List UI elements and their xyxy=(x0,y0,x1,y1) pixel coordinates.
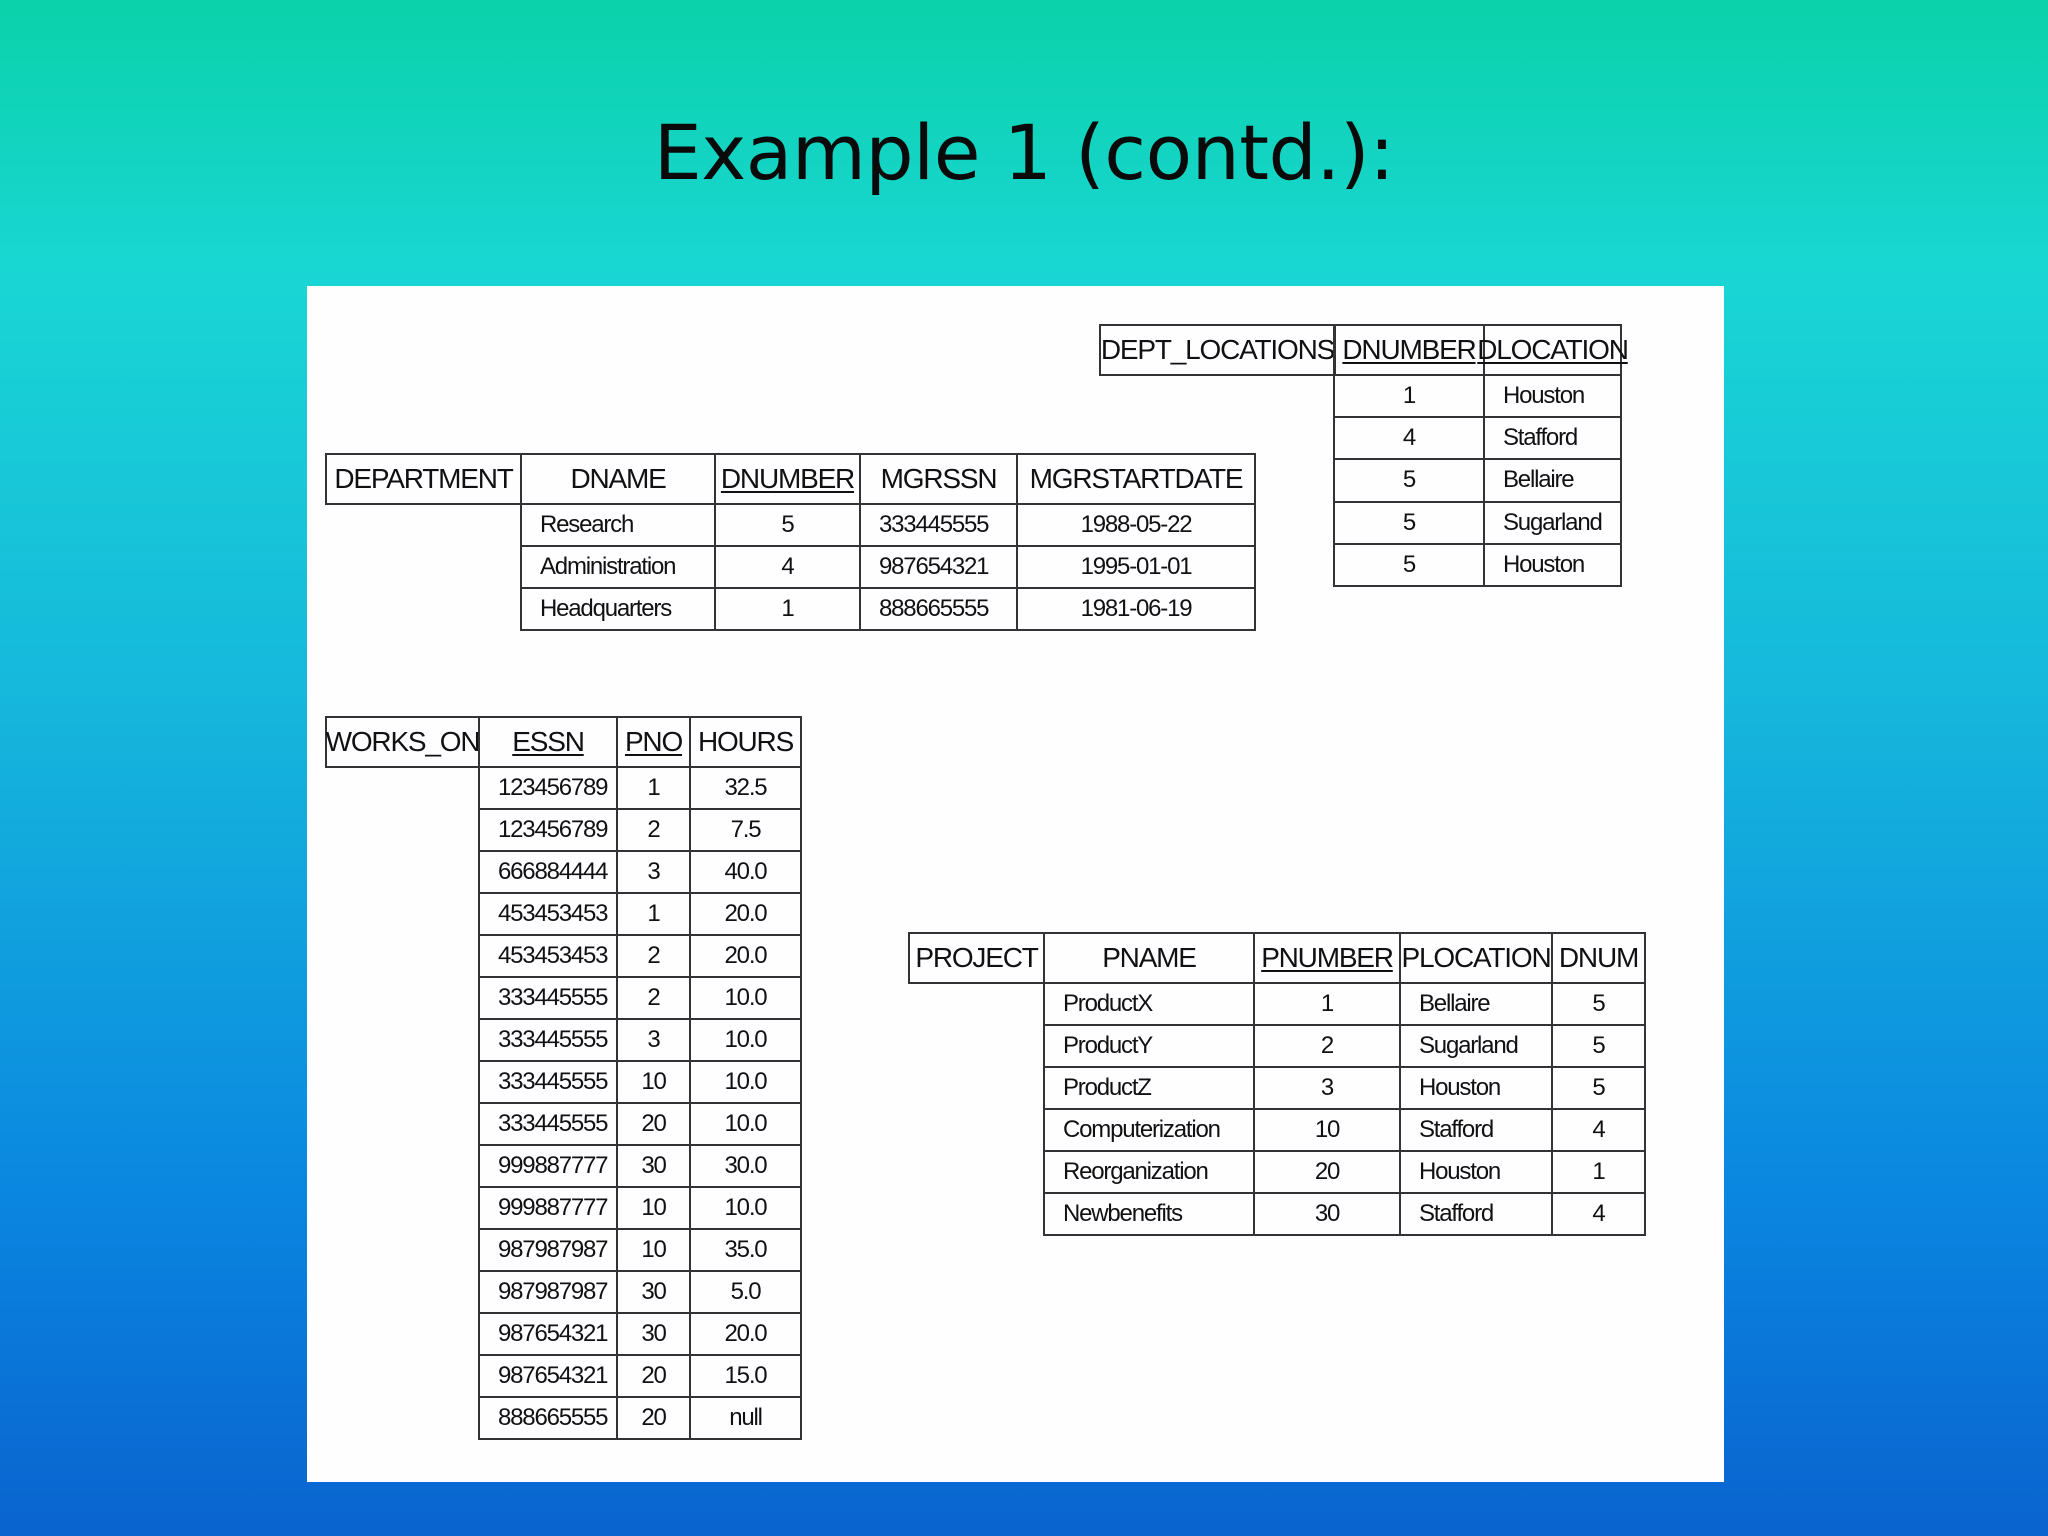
department-cell: 1981-06-19 xyxy=(1016,587,1256,631)
works-on-cell: 666884444 xyxy=(478,850,618,894)
project-cell: 20 xyxy=(1253,1150,1401,1194)
works-on-cell: 10.0 xyxy=(689,1102,802,1146)
department-header-dnumber xyxy=(714,453,861,505)
department-header-label: DNUMBER xyxy=(720,463,855,494)
dept-locations-cell: 4 xyxy=(1333,416,1485,460)
works-on-name: WORKS_ON xyxy=(325,716,480,768)
works-on-cell: 453453453 xyxy=(478,892,618,936)
project-header-label: PNUMBER xyxy=(1261,942,1393,973)
project-cell: Computerization xyxy=(1043,1108,1255,1152)
project-cell: 1 xyxy=(1253,982,1401,1026)
department-cell: 333445555 xyxy=(859,503,1018,547)
works-on-cell: 333445555 xyxy=(478,976,618,1020)
works-on-cell: 30 xyxy=(616,1312,691,1356)
dept-locations-name: DEPT_LOCATIONS xyxy=(1099,324,1336,376)
works-on-cell: 40.0 xyxy=(689,850,802,894)
works-on-cell: 10.0 xyxy=(689,976,802,1020)
project-cell: 5 xyxy=(1551,982,1646,1026)
department-header-dname xyxy=(520,453,716,505)
slide-title: Example 1 (contd.): xyxy=(653,108,1395,197)
project-cell: Newbenefits xyxy=(1043,1192,1255,1236)
project-cell: Reorganization xyxy=(1043,1150,1255,1194)
project-cell: ProductY xyxy=(1043,1024,1255,1068)
project-header-pnumber xyxy=(1253,932,1401,984)
works-on-cell: 10.0 xyxy=(689,1018,802,1062)
works-on-cell: 2 xyxy=(616,934,691,978)
project-header-label: DNUM xyxy=(1558,942,1639,973)
project-header-label: PNAME xyxy=(1102,942,1196,973)
works-on-cell: 10.0 xyxy=(689,1186,802,1230)
works-on-header-hours xyxy=(689,716,802,768)
works-on-cell: 10 xyxy=(616,1228,691,1272)
works-on-cell: 1 xyxy=(616,766,691,810)
project-cell: ProductX xyxy=(1043,982,1255,1026)
works-on-cell: 20.0 xyxy=(689,934,802,978)
works-on-cell: 10 xyxy=(616,1186,691,1230)
project-cell: Houston xyxy=(1399,1150,1553,1194)
works-on-cell: 20.0 xyxy=(689,1312,802,1356)
project-header-label: PLOCATION xyxy=(1401,942,1551,973)
project-cell: 5 xyxy=(1551,1024,1646,1068)
works-on-cell: 999887777 xyxy=(478,1144,618,1188)
department-header-mgrssn xyxy=(859,453,1018,505)
project-cell: Stafford xyxy=(1399,1108,1553,1152)
dept-locations-header-dlocation xyxy=(1477,324,1628,376)
department-cell: Headquarters xyxy=(520,587,716,631)
works-on-cell: 3 xyxy=(616,1018,691,1062)
works-on-cell: 123456789 xyxy=(478,808,618,852)
department-header-label: MGRSSN xyxy=(880,463,997,494)
works-on-cell: 333445555 xyxy=(478,1018,618,1062)
works-on-cell: 20 xyxy=(616,1102,691,1146)
works-on-cell: 32.5 xyxy=(689,766,802,810)
works-on-cell: 987987987 xyxy=(478,1228,618,1272)
works-on-cell: 20.0 xyxy=(689,892,802,936)
project-cell: 4 xyxy=(1551,1108,1646,1152)
department-cell: Research xyxy=(520,503,716,547)
project-cell: 30 xyxy=(1253,1192,1401,1236)
works-on-cell: 20 xyxy=(616,1396,691,1440)
dept-locations-cell: Houston xyxy=(1483,543,1622,587)
dept-locations-cell: 5 xyxy=(1333,501,1485,545)
works-on-cell: 35.0 xyxy=(689,1228,802,1272)
project-cell: 5 xyxy=(1551,1066,1646,1110)
department-cell: 1995-01-01 xyxy=(1016,545,1256,589)
works-on-cell: 2 xyxy=(616,808,691,852)
project-header-plocation xyxy=(1399,932,1553,984)
project-cell: Stafford xyxy=(1399,1192,1553,1236)
dept-locations-cell: Sugarland xyxy=(1483,501,1622,545)
project-cell: Houston xyxy=(1399,1066,1553,1110)
works-on-cell: 1 xyxy=(616,892,691,936)
works-on-cell: 999887777 xyxy=(478,1186,618,1230)
works-on-header-essn xyxy=(478,716,618,768)
project-cell: 2 xyxy=(1253,1024,1401,1068)
project-name: PROJECT xyxy=(908,932,1045,984)
works-on-cell: 987654321 xyxy=(478,1354,618,1398)
department-cell: 5 xyxy=(714,503,861,547)
department-cell: 987654321 xyxy=(859,545,1018,589)
works-on-cell: 333445555 xyxy=(478,1102,618,1146)
works-on-cell: 987654321 xyxy=(478,1312,618,1356)
project-cell: Sugarland xyxy=(1399,1024,1553,1068)
dept-locations-header-label: DLOCATION xyxy=(1477,334,1628,365)
works-on-header-label: PNO xyxy=(624,726,683,757)
project-cell: ProductZ xyxy=(1043,1066,1255,1110)
department-name: DEPARTMENT xyxy=(325,453,522,505)
works-on-cell: 888665555 xyxy=(478,1396,618,1440)
works-on-cell: null xyxy=(689,1396,802,1440)
project-cell: 1 xyxy=(1551,1150,1646,1194)
department-cell: 4 xyxy=(714,545,861,589)
works-on-header-label: HOURS xyxy=(697,726,794,757)
department-header-label: MGRSTARTDATE xyxy=(1029,463,1243,494)
project-cell: Bellaire xyxy=(1399,982,1553,1026)
works-on-cell: 15.0 xyxy=(689,1354,802,1398)
works-on-header-pno xyxy=(616,716,691,768)
works-on-cell: 7.5 xyxy=(689,808,802,852)
works-on-cell: 333445555 xyxy=(478,1060,618,1104)
works-on-header-label: ESSN xyxy=(512,726,584,757)
works-on-cell: 2 xyxy=(616,976,691,1020)
works-on-cell: 20 xyxy=(616,1354,691,1398)
department-cell: Administration xyxy=(520,545,716,589)
dept-locations-cell: Houston xyxy=(1483,374,1622,418)
works-on-cell: 30 xyxy=(616,1270,691,1314)
project-cell: 10 xyxy=(1253,1108,1401,1152)
project-cell: 4 xyxy=(1551,1192,1646,1236)
department-cell: 888665555 xyxy=(859,587,1018,631)
works-on-cell: 30.0 xyxy=(689,1144,802,1188)
works-on-cell: 10 xyxy=(616,1060,691,1104)
project-header-dnum xyxy=(1551,932,1646,984)
project-header-pname xyxy=(1043,932,1255,984)
department-header-label: DNAME xyxy=(570,463,666,494)
works-on-cell: 30 xyxy=(616,1144,691,1188)
works-on-cell: 987987987 xyxy=(478,1270,618,1314)
works-on-cell: 453453453 xyxy=(478,934,618,978)
department-cell: 1 xyxy=(714,587,861,631)
dept-locations-cell: 5 xyxy=(1333,543,1485,587)
works-on-cell: 123456789 xyxy=(478,766,618,810)
dept-locations-cell: 5 xyxy=(1333,458,1485,502)
works-on-cell: 5.0 xyxy=(689,1270,802,1314)
department-header-mgrstartdate xyxy=(1016,453,1256,505)
dept-locations-cell: 1 xyxy=(1333,374,1485,418)
dept-locations-cell: Bellaire xyxy=(1483,458,1622,502)
works-on-cell: 10.0 xyxy=(689,1060,802,1104)
dept-locations-cell: Stafford xyxy=(1483,416,1622,460)
dept-locations-header-dnumber xyxy=(1333,324,1485,376)
project-cell: 3 xyxy=(1253,1066,1401,1110)
department-cell: 1988-05-22 xyxy=(1016,503,1256,547)
dept-locations-header-label: DNUMBER xyxy=(1342,334,1476,365)
figure-panel xyxy=(307,286,1724,1482)
works-on-cell: 3 xyxy=(616,850,691,894)
